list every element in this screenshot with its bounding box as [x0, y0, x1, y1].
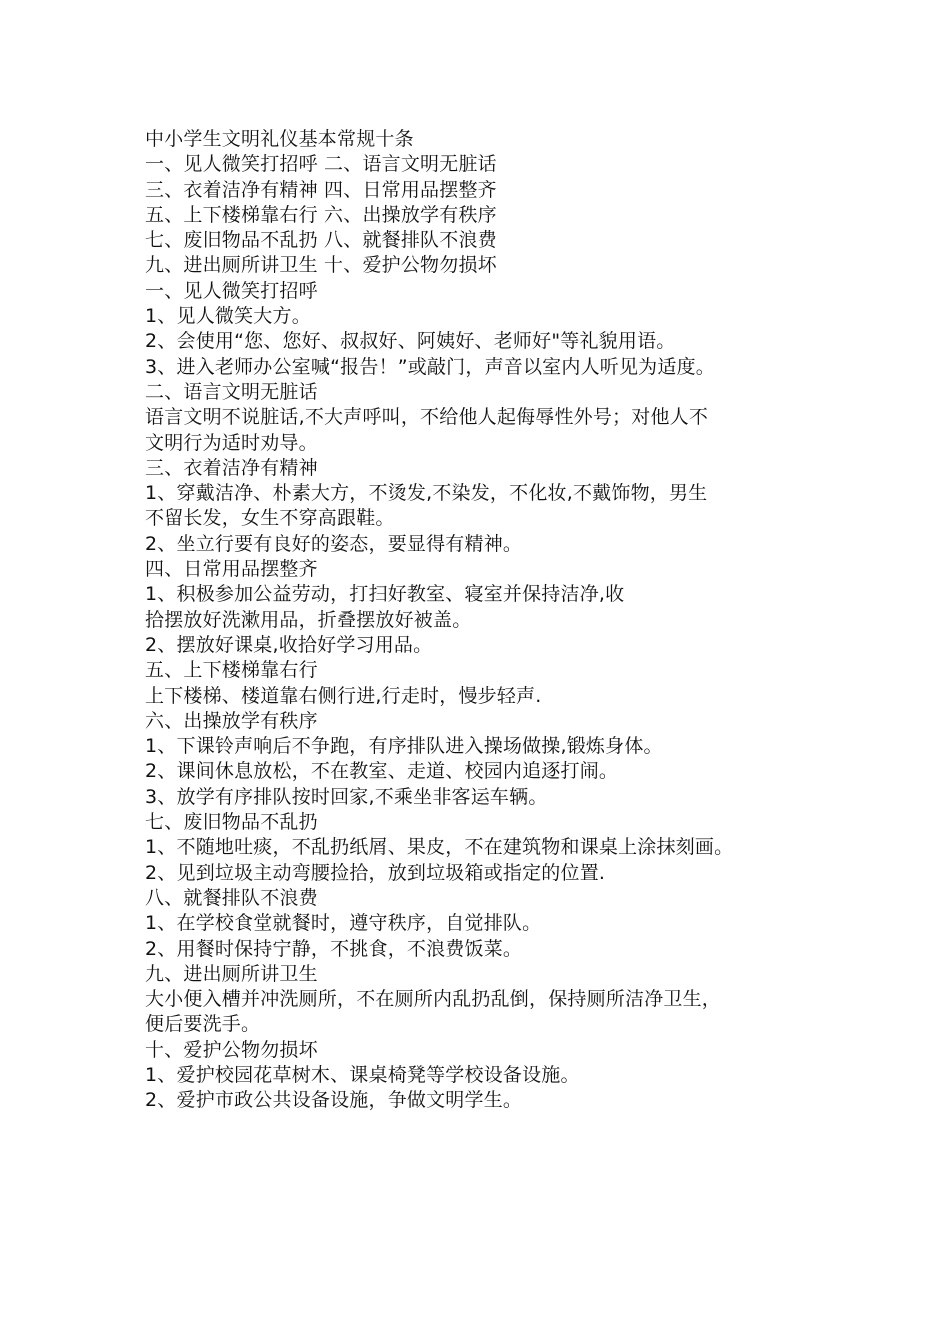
- text-line: 文明行为适时劝导。: [145, 431, 318, 454]
- text-line: 2、课间休息放松，不在教室、走道、校园内追逐打闹。: [145, 760, 619, 783]
- document-body: [145, 127, 835, 1114]
- text-line: 四、日常用品摆整齐: [145, 558, 318, 581]
- text-line: 五、上下楼梯靠右行: [145, 659, 318, 682]
- text-line: 一、见人微笑打招呼 二、语言文明无脏话: [145, 153, 497, 176]
- text-line: 2、见到垃圾主动弯腰捡拾，放到垃圾箱或指定的位置.: [145, 861, 606, 884]
- text-line: 不留长发，女生不穿高跟鞋。: [145, 507, 395, 530]
- text-line: 三、衣着洁净有精神: [145, 456, 318, 479]
- text-line: 六、出操放学有秩序: [145, 709, 318, 732]
- text-line: 1、积极参加公益劳动，打扫好教室、寝室并保持洁净,收: [145, 583, 625, 606]
- text-line: 3、进入老师办公室喊“报告！”或敲门，声音以室内人听见为适度。: [145, 355, 715, 378]
- text-line: 1、下课铃声响后不争跑，有序排队进入操场做操,锻炼身体。: [145, 735, 663, 758]
- text-line: 五、上下楼梯靠右行 六、出操放学有秩序: [145, 203, 497, 226]
- text-line: 八、就餐排队不浪费: [145, 886, 318, 909]
- text-line: 1、爱护校园花草树木、课桌椅凳等学校设备设施。: [145, 1063, 580, 1086]
- text-line: 九、进出厕所讲卫生 十、爱护公物勿损坏: [145, 254, 497, 277]
- text-line: 拾摆放好洗漱用品，折叠摆放好被盖。: [145, 608, 472, 631]
- text-line: 2、用餐时保持宁静，不挑食，不浪费饭菜。: [145, 937, 523, 960]
- text-line: 2、摆放好课桌,收拾好学习用品。: [145, 633, 433, 656]
- text-line: 1、见人微笑大方。: [145, 305, 311, 328]
- text-line: 九、进出厕所讲卫生: [145, 962, 318, 985]
- text-line: 二、语言文明无脏话: [145, 380, 318, 403]
- text-line: 2、坐立行要有良好的姿态，要显得有精神。: [145, 532, 523, 555]
- text-line: 语言文明不说脏话,不大声呼叫，不给他人起侮辱性外号；对他人不: [145, 406, 709, 429]
- text-line: 大小便入槽并冲洗厕所，不在厕所内乱扔乱倒，保持厕所洁净卫生，: [145, 988, 722, 1011]
- text-line: 1、在学校食堂就餐时，遵守秩序，自觉排队。: [145, 912, 542, 935]
- document-title: 中小学生文明礼仪基本常规十条: [145, 128, 414, 150]
- text-line: 上下楼梯、楼道靠右侧行进,行走时，慢步轻声.: [145, 684, 542, 707]
- text-line: 一、见人微笑打招呼: [145, 279, 318, 302]
- text-line: 三、衣着洁净有精神 四、日常用品摆整齐: [145, 178, 497, 201]
- text-line: 3、放学有序排队按时回家,不乘坐非客运车辆。: [145, 785, 548, 808]
- text-line: 1、穿戴洁净、朴素大方，不烫发,不染发，不化妆,不戴饰物，男生: [145, 482, 708, 505]
- text-line: 2、会使用“您、您好、叔叔好、阿姨好、老师好"等礼貌用语。: [145, 330, 676, 353]
- text-line: 2、爱护市政公共设备设施，争做文明学生。: [145, 1089, 523, 1112]
- text-line: 1、不随地吐痰，不乱扔纸屑、果皮，不在建筑物和课桌上涂抹刻画。: [145, 836, 734, 859]
- text-line: 便后要洗手。: [145, 1013, 261, 1036]
- text-line: 十、爱护公物勿损坏: [145, 1038, 318, 1061]
- text-line: 七、废旧物品不乱扔: [145, 811, 318, 834]
- text-line: 七、废旧物品不乱扔 八、就餐排队不浪费: [145, 229, 497, 252]
